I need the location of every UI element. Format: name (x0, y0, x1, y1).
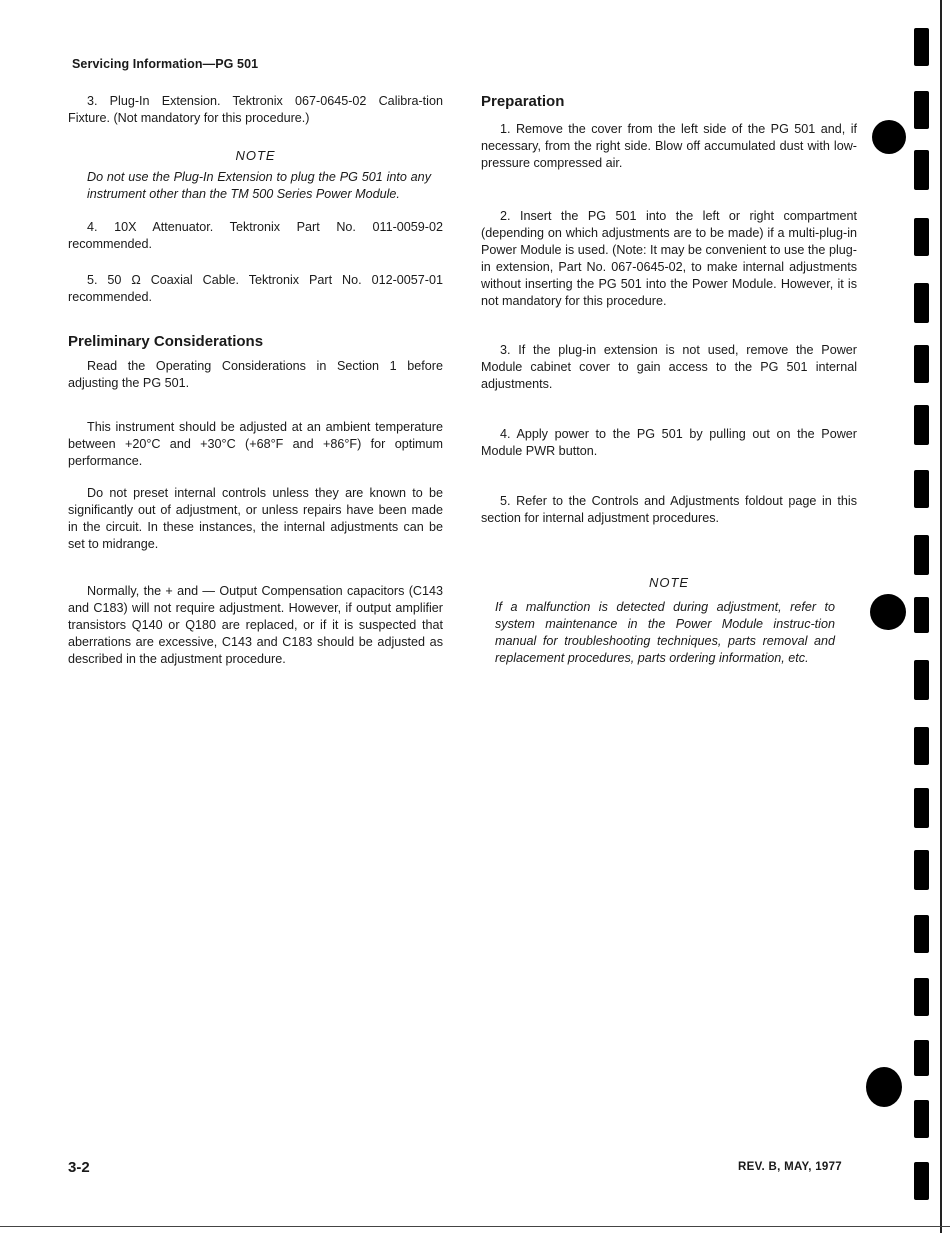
binding-mark (914, 915, 929, 953)
punch-hole (870, 594, 906, 630)
binding-mark (914, 405, 929, 445)
equipment-item-5: 5. 50 Ω Coaxial Cable. Tektronix Part No. 012-0057-01 recommended. (68, 273, 443, 304)
preparation-step-4: 4. Apply power to the PG 501 by pulling out on the Power Module PWR button. (481, 427, 857, 458)
binding-mark (914, 470, 929, 508)
note-title-left: NOTE (235, 148, 276, 163)
revision-date: REV. B, MAY, 1977 (738, 1161, 842, 1173)
binding-mark (914, 91, 929, 129)
section-heading-preparation: Preparation (481, 93, 565, 110)
preparation-step-1: 1. Remove the cover from the left side of the PG 501 and, if necessary, from the right side. Blow off accumulated dust with low-pressure compressed air. (481, 122, 857, 170)
binding-mark (914, 150, 929, 190)
binding-mark (914, 28, 929, 66)
note-body-right: If a malfunction is detected during adjustment, refer to system maintenance in the Power Module instruc-tion manual for troubleshooting techniques, parts removal and replacement procedures, parts ordering information, etc. (495, 600, 835, 665)
binding-mark (914, 978, 929, 1016)
punch-hole (872, 120, 906, 154)
binding-mark (914, 1162, 929, 1200)
equipment-item-3: 3. Plug-In Extension. Tektronix 067-0645-02 Calibra-tion Fixture. (Not mandatory for this procedure.) (68, 94, 443, 125)
binding-mark (914, 283, 929, 323)
binding-mark (914, 535, 929, 575)
preliminary-para-3: Do not preset internal controls unless they are known to be significantly out of adjustment, or unless repairs have been made in the circuit. In these instances, the internal adjustments can be set to midrange. (68, 486, 443, 551)
preparation-step-5: 5. Refer to the Controls and Adjustments foldout page in this section for internal adjustment procedures. (481, 494, 857, 525)
binding-mark (914, 788, 929, 828)
binding-mark (914, 345, 929, 383)
running-header: Servicing Information—PG 501 (72, 57, 259, 71)
page-edge-line (940, 0, 942, 1233)
section-heading-preliminary: Preliminary Considerations (68, 333, 264, 350)
note-body-left: Do not use the Plug-In Extension to plug the PG 501 into any instrument other than the TM 500 Series Power Module. (87, 170, 431, 201)
equipment-item-4: 4. 10X Attenuator. Tektronix Part No. 011-0059-02 recommended. (68, 220, 443, 251)
left-column (68, 93, 443, 668)
binding-mark (914, 597, 929, 633)
binding-mark (914, 660, 929, 700)
binding-mark (914, 218, 929, 256)
binding-mark (914, 1040, 929, 1076)
punch-hole (866, 1067, 902, 1107)
binding-mark (914, 850, 929, 890)
page-number: 3-2 (68, 1159, 90, 1176)
preliminary-para-1: Read the Operating Considerations in Section 1 before adjusting the PG 501. (68, 359, 443, 390)
page-bottom-line (0, 1226, 950, 1227)
right-column (481, 93, 857, 667)
note-title-right: NOTE (648, 575, 690, 590)
preliminary-para-4: Normally, the + and — Output Compensation capacitors (C143 and C183) will not require adjustment. However, if output amplifier transistors Q140 or Q180 are replaced, or if it is suspected that aberrations are excessive, C143 and C183 should be adjusted as described in the adjustment procedure. (68, 584, 443, 666)
binding-mark (914, 727, 929, 765)
preparation-step-3: 3. If the plug-in extension is not used, remove the Power Module cabinet cover to gain access to the PG 501 internal adjustments. (481, 343, 857, 391)
binding-mark (914, 1100, 929, 1138)
preliminary-para-2: This instrument should be adjusted at an ambient temperature between +20°C and +30°C (+68°F and +86°F) for optimum performance. (68, 420, 443, 468)
preparation-step-2: 2. Insert the PG 501 into the left or right compartment (depending on which adjustments are to be made) if a multi-plug-in Power Module is used. (Note: It may be convenient to use the plug-in extension, Part No. 067-0645-02, to make internal adjustments without inserting the PG 501 into the Power Module. However, it is not mandatory for this procedure. (481, 209, 857, 308)
